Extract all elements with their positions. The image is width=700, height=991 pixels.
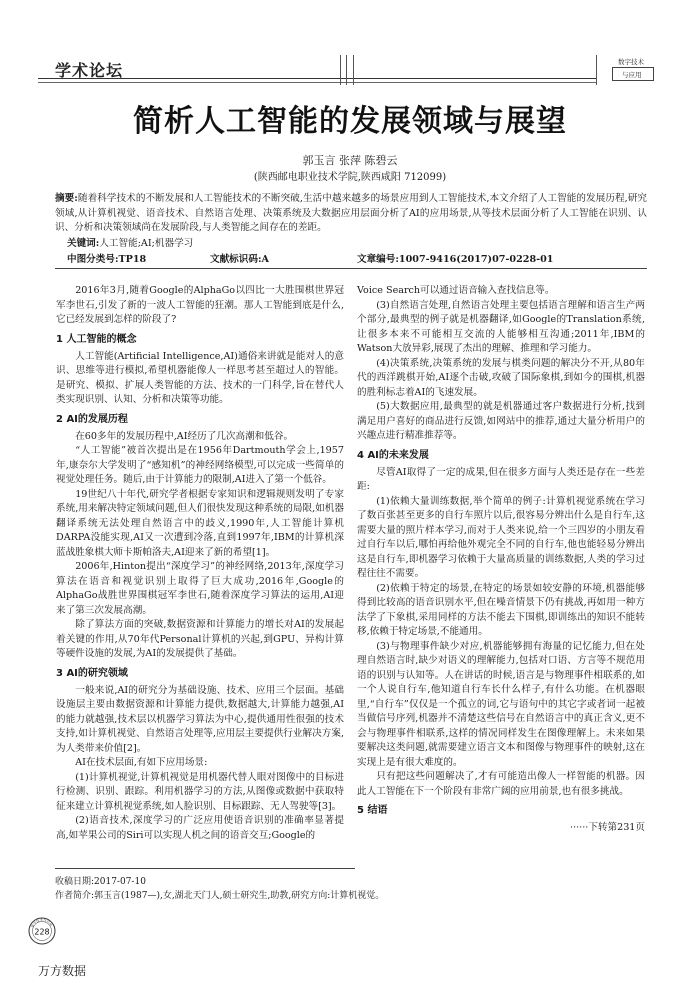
continued-note: ······下转第231页: [570, 822, 645, 833]
paragraph: 人工智能(Artificial Intelligence,AI)通俗来讲就是能对人的意识、思维等进行模拟,希望机器能像人一样思考甚至超过人的智能。是研究、模拟、扩展人类智能的方法、技术的一门科学,旨在替代人类实现识别、认知、分析和决策等功能。: [56, 350, 344, 405]
affiliation: (陕西邮电职业技术学院,陕西咸阳 712099): [253, 172, 447, 183]
paragraph: AI在技术层面,有如下应用场景:: [75, 757, 208, 768]
paragraph: (1)依赖大量训练数据,举个简单的例子:计算机视觉系统在学习了数百张甚至更多的自行车照片以后,很容易分辨出什么是自行车,这需要大量的照片样本学习,而对于人类来说,给一个三四岁的小朋友看过自行车以后,哪怕再给他外观完全不同的自行车,他也能轻易分辨出这是自行车,即机器学习依赖于大量高质量的训练数据,人类的学习过程往往不需要。: [357, 495, 645, 579]
author-bio: 作者简介:郭玉言(1987—),女,湖北天门人,硕士研究生,助教,研究方向:计算机视觉。: [55, 891, 385, 901]
source-watermark: 万方数据: [38, 964, 87, 978]
paragraph: Voice Search可以通过语音输入查找信息等。: [357, 285, 555, 296]
paragraph: (5)大数据应用,最典型的就是机器通过客户数据进行分析,找到满足用户喜好的商品进行反馈,如网站中的推荐,通过大量分析用户的兴趣点进行精准推荐等。: [357, 401, 645, 441]
header-divider: [340, 55, 341, 85]
section-heading: 4 AI的未来发展: [357, 449, 429, 461]
abstract-label: 摘要:: [55, 193, 78, 204]
section-title: 学术论坛: [55, 61, 124, 80]
clc-number: 中图分类号:TP18: [67, 254, 147, 265]
header-rule-thin: [38, 82, 596, 83]
paragraph: 在60多年的发展历程中,AI经历了几次高潮和低谷。: [75, 430, 294, 442]
abstract: [55, 192, 647, 236]
paragraph: (1)计算机视觉,计算机视觉是用机器代替人眼对图像中的目标进行检测、识别、跟踪。利用机器学习的方法,从图像或数据中获取特征来建立计算机视觉系统,如人脸识别、目标跟踪、无人驾驶等[3]。: [56, 771, 344, 812]
article-title: 简析人工智能的发展领域与展望: [133, 104, 567, 139]
paragraph: (2)语音技术,深度学习的广泛应用使语音识别的准确率显著提高,如苹果公司的Siri可以实现人机之间的语音交互;Google的: [56, 815, 344, 841]
paragraph: (4)决策系统,决策系统的发展与棋类问题的解决分不开,从80年代的西洋跳棋开始,AI逐个击破,攻破了国际象棋,到如今的围棋,机器的胜利标志着AI的飞速发展。: [357, 357, 645, 398]
paragraph: (3)自然语言处理,自然语言处理主要包括语言理解和语言生产两个部分,最典型的例子就是机器翻译,如Google的Translation系统,让很多本来不可能相互交流的人能够相互沟通;2011年,IBM的Watson大放异彩,展现了杰出的理解、推理和学习能力。: [357, 299, 645, 354]
paragraph: 2006年,Hinton提出“深度学习”的神经网络,2013年,深度学习算法在语音和视觉识别上取得了巨大成功,2016年,Google的AlphaGo战胜世界围棋冠军李世石,随着深度学习算法的运用,AI迎来了第三次发展高潮。: [56, 561, 344, 616]
document-code: 文献标识码:A: [210, 254, 269, 265]
intro-paragraph: 2016年3月,随着Google的AlphaGo以四比一大胜围棋世界冠军李世石,引发了新的一波人工智能的狂潮。那人工智能到底是什么,它已经发展到怎样的阶段了?: [56, 285, 344, 325]
abstract-text: 随着科学技术的不断发展和人工智能技术的不断突破,生活中越来越多的场景应用到人工智能技术,本文介绍了人工智能的发展历程,研究领域,从计算机视觉、语音技术、自然语言处理、决策系统及大数据应用层面分析了AI的应用场景,从等技术层面分析了人工智能在识别、认识、分析和决策领域尚在发展阶段,与人类智能之间存在的差距。: [55, 193, 647, 233]
logo-line-2: 与应用: [622, 71, 642, 79]
keywords-label: 关键词:: [67, 238, 100, 249]
paragraph: “人工智能”被首次提出是在1956年Dartmouth学会上,1957年,康奈尔大学发明了“感知机”的神经网络模型,可以完成一些简单的视觉处理任务。随后,由于计算能力的限制,AI进入了第一个低谷。: [56, 445, 344, 485]
authors: 郭玉言 张萍 陈碧云: [302, 154, 398, 167]
paragraph: 一般来说,AI的研究分为基础设施、技术、应用三个层面。基础设施层主要由数据资源和计算能力提供,数据越大,计算能力越强,AI的能力就越强,技术层以机器学习算法为中心,提供通用性很强的技术支持,如计算机视觉、自然语言处理等,应用层主要提供行业解决方案,为人类带来价值[2]。: [56, 684, 344, 754]
page-number: 228: [34, 927, 50, 937]
section-heading: 3 AI的研究领域: [56, 667, 128, 679]
badge-text: 数字技术与应用: [30, 917, 53, 929]
page-number-badge: [28, 917, 56, 945]
paragraph: 只有把这些问题解决了,才有可能造出像人一样智能的机器。因此人工智能在下一个阶段有非常广阔的应用前景,也有很多挑战。: [357, 771, 645, 797]
logo-line-1: 数字技术: [618, 58, 644, 66]
header-divider: [596, 55, 597, 85]
received-date: 收稿日期:2017-07-10: [55, 877, 146, 887]
paragraph: (3)与物理事件缺少对应,机器能够拥有海量的记忆能力,但在处理自然语言时,缺少对语义的理解能力,包括对口语、方言等不规范用语的识别与认知等。人在讲话的时候,语言是与物理事件相联系的,如一个人说自行车,他知道自行车长什么样子,有什么功能。在机器眼里,“自行车”仅仅是一个孤立的词,它与语句中的其它字或者词一起被当做信号序列,机器并不清楚这些信号在自然语言中的真正含义,更不会与物理事件相联系,这样的情况同样发生在图像理解上。未来如果要解决这类问题,就需要建立语言文本和图像与物理事件的映射,这在实现上是有很大难度的。: [357, 640, 645, 768]
paragraph: (2)依赖于特定的场景,在特定的场景如较安静的环境,机器能够得到比较高的语音识别水平,但在噪音情景下仍有挑战,再如用一种方法学了下象棋,采用同样的方法不能去下围棋,即训练出的知识不能转移,依赖于特定场景,不能通用。: [357, 582, 645, 637]
header-rule: [38, 78, 596, 79]
keywords-text: 人工智能;AI;机器学习: [99, 238, 194, 249]
keywords: [67, 235, 193, 249]
header-divider: [353, 55, 354, 85]
paragraph: 尽管AI取得了一定的成果,但在很多方面与人类还是存在一些差距:: [357, 466, 645, 492]
section-heading: 1 人工智能的概念: [56, 333, 137, 345]
footnote-rule: [55, 868, 355, 869]
section-heading: 2 AI的发展历程: [56, 413, 128, 425]
header-divider: [346, 55, 347, 85]
paragraph: 19世纪八十年代,研究学者根据专家知识和逻辑规则发明了专家系统,用来解决特定领域问题,但人们很快发现这种系统的局限,如机器翻译系统无法处理自然语言中的歧义,1990年,人工智能计算机DARPA没能实现,AI又一次遭到冷落,直到1997年,IBM的计算机深蓝战胜象棋大师卡斯帕洛夫,AI迎来了新的希望[1]。: [56, 488, 344, 558]
section-heading: 5 结语: [357, 805, 388, 816]
right-column: [357, 284, 645, 836]
left-column: [56, 284, 344, 843]
separator: [55, 268, 647, 269]
article-number: 文章编号:1007-9416(2017)07-0228-01: [357, 254, 554, 265]
paragraph: 除了算法方面的突破,数据资源和计算能力的增长对AI的发展起着关键的作用,从70年代Personal计算机的兴起,到GPU、异构计算等硬件设施的发展,为AI的发展提供了基础。: [56, 619, 344, 659]
journal-logo: [606, 55, 656, 85]
